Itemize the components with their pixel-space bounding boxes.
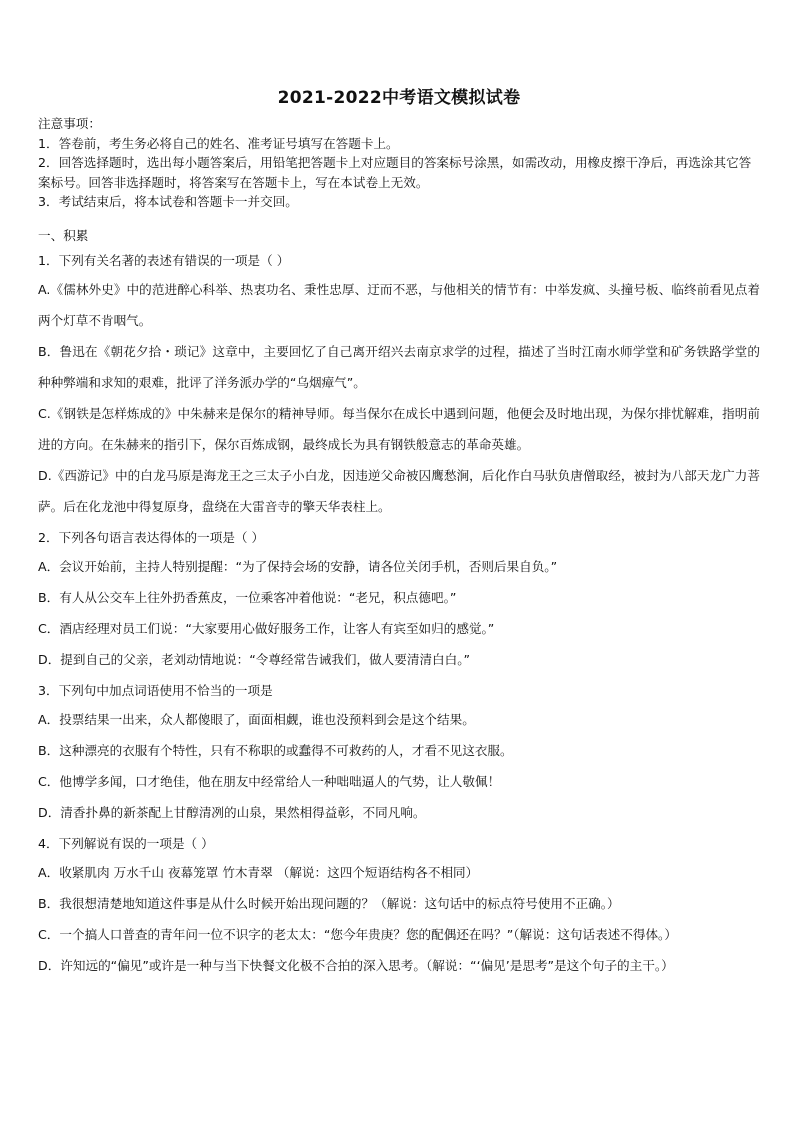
option-d: D．提到自己的父亲，老刘动情地说：“令尊经常告诫我们，做人要清清白白。” [38, 651, 471, 667]
option-c: C.《钢铁是怎样炼成的》中朱赫来是保尔的精神导师。每当保尔在成长中遇到问题，他便会及时地出现，为保尔排忧解难，指明前进的方向。在朱赫来的指引下，保尔百炼成钢，最终成长为具有钢铁般意志的革命英雄。 [38, 405, 760, 452]
question-1 [38, 251, 760, 522]
question-stem: 4．下列解说有误的一项是（ ） [38, 835, 214, 851]
notice-item: 1．答卷前，考生务必将自己的姓名、准考证号填写在答题卡上。 [38, 135, 399, 151]
option-b: B．这种漂亮的衣服有个特性，只有不称职的或蠢得不可救药的人，才看不见这衣服。 [38, 742, 513, 758]
section-heading: 一、积累 [38, 227, 89, 243]
option-c: C．他博学多闻，口才绝佳，他在朋友中经常给人一种咄咄逼人的气势，让人敬佩！ [38, 773, 501, 789]
question-4 [38, 834, 760, 981]
question-stem: 1．下列有关名著的表述有错误的一项是（ ） [38, 252, 290, 268]
option-a: A．投票结果一出来，众人都傻眼了，面面相觑，谁也没预料到会是这个结果。 [38, 711, 475, 727]
option-a: A.《儒林外史》中的范进醉心科举、热衷功名、秉性忠厚、迂而不恶，与他相关的情节有：中举发疯、头撞号板、临终前看见点着两个灯草不肯咽气。 [38, 281, 760, 328]
option-c: C．酒店经理对员工们说：“大家要用心做好服务工作，让客人有宾至如归的感觉。” [38, 620, 495, 636]
notice-heading: 注意事项： [38, 116, 101, 131]
notice-block [38, 114, 760, 212]
option-a: A．收紧肌肉 万水千山 夜幕笼罩 竹木青翠 （解说：这四个短语结构各不相同） [38, 864, 479, 880]
option-c: C．一个搞人口普查的青年问一位不识字的老太太：“您今年贵庚？您的配偶还在吗？”（解说：这句话表述不得体。） [38, 926, 677, 942]
question-stem: 3．下列句中加点词语使用不恰当的一项是 [38, 682, 273, 698]
notice-item: 2．回答选择题时，选出每小题答案后，用铅笔把答题卡上对应题目的答案标号涂黑，如需改动，用橡皮擦干净后，再选涂其它答案标号。回答非选择题时，将答案写在答题卡上，写在本试卷上无效。 [38, 155, 752, 190]
page-title: 2021-2022中考语文模拟试卷 [277, 88, 521, 108]
option-b: B．有人从公交车上往外扔香蕉皮，一位乘客冲着他说：“老兄，积点德吧。” [38, 589, 457, 605]
option-d: D．清香扑鼻的新茶配上甘醇清冽的山泉，果然相得益彰，不同凡响。 [38, 804, 426, 820]
notice-item: 3．考试结束后，将本试卷和答题卡一并交回。 [38, 194, 298, 209]
option-d: D.《西游记》中的白龙马原是海龙王之三太子小白龙，因违逆父命被囚鹰愁涧，后化作白马驮负唐僧取经，被封为八部天龙广力菩萨。后在化龙池中得复原身，盘绕在大雷音寺的擎天华表柱上。 [38, 467, 760, 514]
option-b: B．我很想清楚地知道这件事是从什么时候开始出现问题的？（解说：这句话中的标点符号使用不正确。） [38, 895, 620, 911]
question-stem: 2．下列各句语言表达得体的一项是（ ） [38, 529, 265, 545]
option-b: B．鲁迅在《朝花夕拾・琐记》这章中，主要回忆了自己离开绍兴去南京求学的过程，描述了当时江南水师学堂和矿务铁路学堂的种种弊端和求知的艰难，批评了洋务派办学的“乌烟瘴气”。 [38, 343, 760, 390]
option-a: A．会议开始前，主持人特别提醒：“为了保持会场的安静，请各位关闭手机，否则后果自负。” [38, 558, 558, 574]
question-2 [38, 528, 760, 675]
question-3 [38, 681, 760, 828]
option-d: D．许知远的“偏见”或许是一种与当下快餐文化极不合拍的深入思考。（解说：“‘偏见’是思考”是这个句子的主干。） [38, 957, 674, 973]
